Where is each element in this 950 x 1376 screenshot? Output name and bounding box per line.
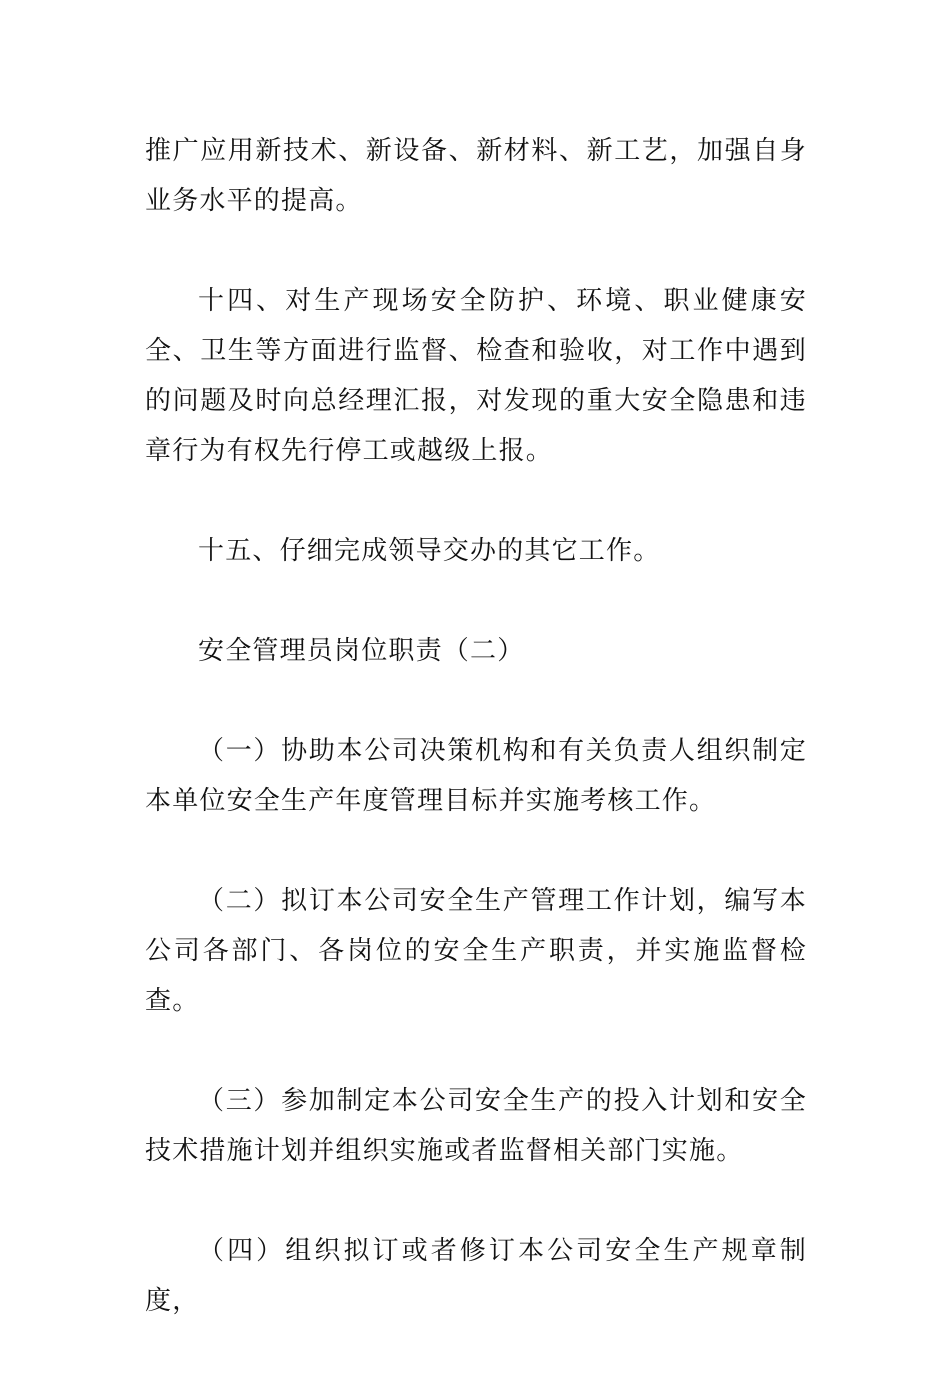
paragraph-duty-1: （一）协助本公司决策机构和有关负责人组织制定本单位安全生产年度管理目标并实施考核工作。 <box>145 736 807 816</box>
paragraph-duty-3: （三）参加制定本公司安全生产的投入计划和安全技术措施计划并组织实施或者监督相关部门实施。 <box>145 1086 807 1166</box>
paragraph-duty-2: （二）拟订本公司安全生产管理工作计划，编写本公司各部门、各岗位的安全生产职责，并实施监督检查。 <box>145 886 807 1016</box>
paragraph-duty-4: （四）组织拟订或者修订本公司安全生产规章制度， <box>145 1236 807 1316</box>
document-body <box>145 126 807 1376</box>
paragraph-continuation: 推广应用新技术、新设备、新材料、新工艺，加强自身业务水平的提高。 <box>145 136 807 216</box>
section-heading: 安全管理员岗位职责（二） <box>198 636 525 666</box>
paragraph-item-14: 十四、对生产现场安全防护、环境、职业健康安全、卫生等方面进行监督、检查和验收，对工作中遇到的问题及时向总经理汇报，对发现的重大安全隐患和违章行为有权先行停工或越级上报。 <box>145 286 807 466</box>
paragraph-item-15: 十五、仔细完成领导交办的其它工作。 <box>198 536 661 566</box>
